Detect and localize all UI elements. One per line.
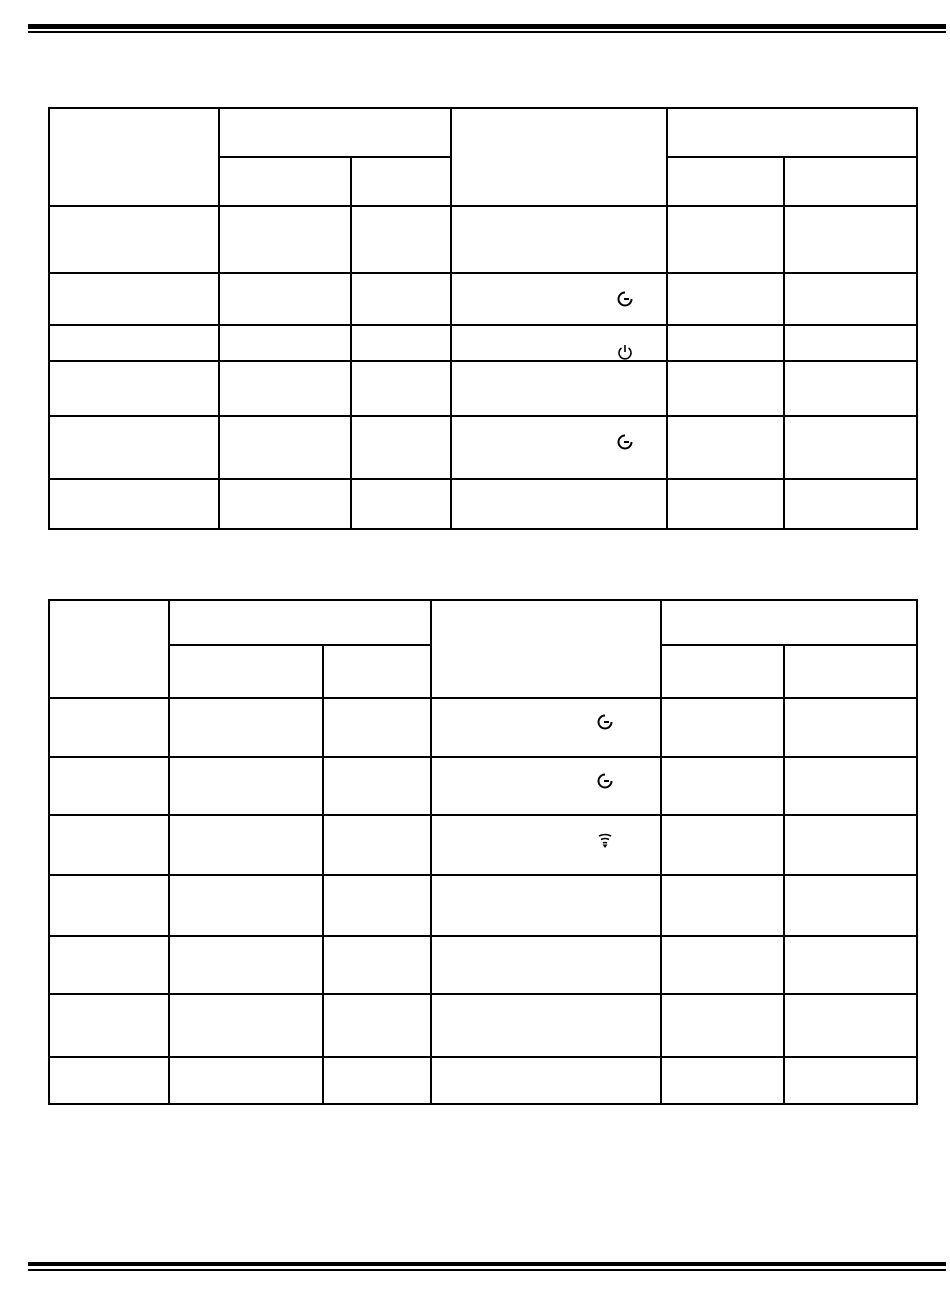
table-2-row-divider bbox=[50, 874, 918, 876]
table-1-col-divider bbox=[783, 156, 785, 528]
power-restart-icon bbox=[616, 433, 634, 451]
power-restart-icon bbox=[596, 713, 614, 731]
table-2-row-divider bbox=[50, 814, 918, 816]
table-1-row-divider bbox=[50, 415, 918, 417]
table-2-col-divider bbox=[783, 644, 785, 1103]
bottom-rule-thin bbox=[28, 1269, 946, 1271]
table-1-col-divider bbox=[350, 156, 352, 528]
table-1-header-subrule-a bbox=[218, 156, 450, 158]
table-2-row-divider bbox=[50, 756, 918, 758]
table-1-col-divider bbox=[450, 109, 452, 528]
table-2-row-divider bbox=[50, 935, 918, 937]
power-icon bbox=[616, 343, 634, 361]
table-1-row-divider bbox=[50, 324, 918, 326]
table-2-header-subrule-b bbox=[660, 644, 918, 646]
table-2 bbox=[48, 599, 918, 1105]
table-1-row-divider bbox=[50, 205, 918, 207]
table-1-header-subrule-b bbox=[666, 156, 918, 158]
table-2-col-divider bbox=[430, 601, 432, 1103]
table-2-col-divider bbox=[660, 601, 662, 1103]
top-rule-thin bbox=[28, 31, 946, 33]
table-2-row-divider bbox=[50, 993, 918, 995]
bottom-rule-thick bbox=[28, 1262, 946, 1266]
table-2-row-divider bbox=[50, 1056, 918, 1058]
table-1-row-divider bbox=[50, 478, 918, 480]
table-1 bbox=[48, 107, 918, 530]
table-2-row-divider bbox=[50, 697, 918, 699]
top-rule-thick bbox=[28, 24, 946, 29]
table-1-col-divider bbox=[666, 109, 668, 528]
table-2-header-subrule-a bbox=[168, 644, 430, 646]
wifi-signal-icon bbox=[596, 832, 614, 850]
table-1-row-divider bbox=[50, 360, 918, 362]
table-2-col-divider bbox=[322, 644, 324, 1103]
power-restart-icon bbox=[616, 290, 634, 308]
table-2-col-divider bbox=[168, 601, 170, 1103]
table-1-col-divider bbox=[218, 109, 220, 528]
power-restart-icon bbox=[596, 772, 614, 790]
table-1-row-divider bbox=[50, 272, 918, 274]
